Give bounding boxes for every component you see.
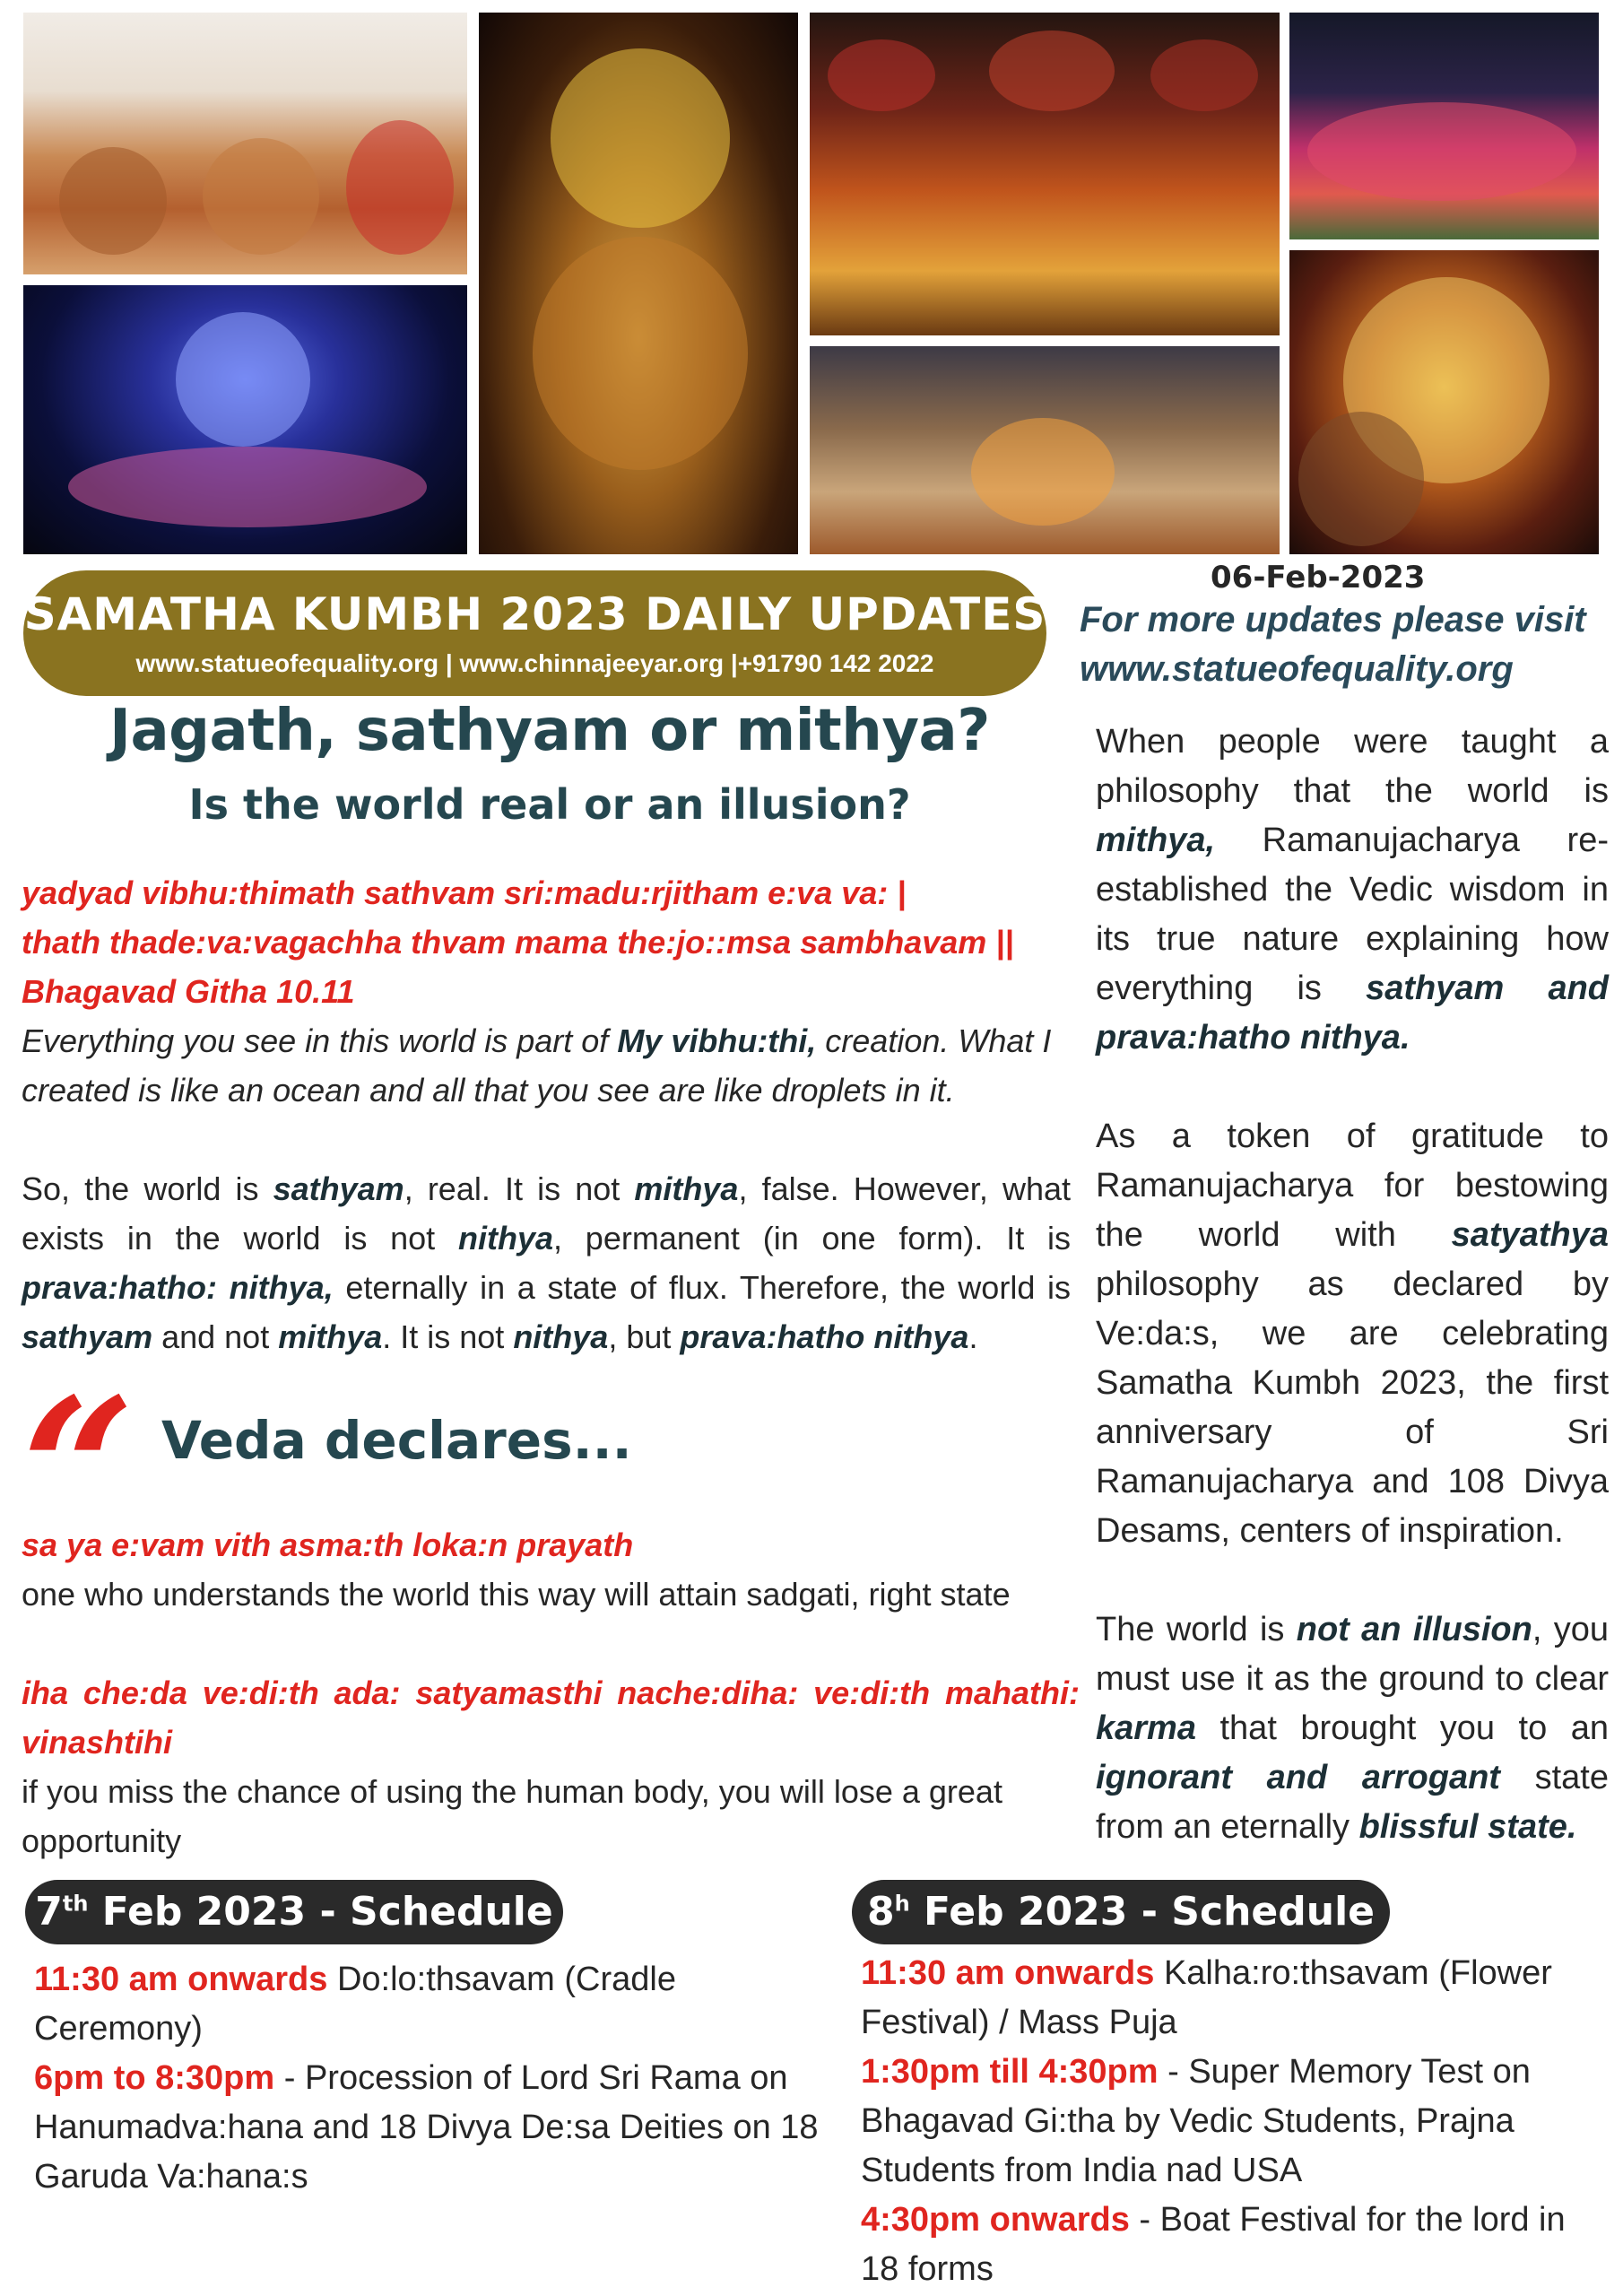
schedule-item: 11:30 am onwards Do:lo:thsavam (Cradle Ceremony)	[34, 1961, 676, 2048]
photo-homa-fire-ritual	[810, 346, 1280, 554]
shloka-line2: thath thade:va:vagachha thvam mama the:jo::msa sambhavam ||	[22, 924, 1014, 961]
veda-meaning-2: if you miss the chance of using the human body, you will lose a great opportunity	[22, 1773, 1002, 1859]
schedule-7-list	[34, 1955, 823, 2202]
quote-mark-icon: “	[22, 1354, 135, 1587]
photo-procession-umbrellas	[810, 13, 1280, 335]
right-paragraph-3: The world is not an illusion, you must use it as the ground to clear karma that brought you to an ignorant and arrogant state from an eternally blissful state.	[1096, 1611, 1609, 1846]
schedule-item: 4:30pm onwards - Boat Festival for the lord in 18 forms	[861, 2201, 1566, 2288]
shloka-explanation: Everything you see in this world is part of My vibhu:thi, creation. What I created is like an ocean and all that you see are like droplets in it.	[22, 1022, 1052, 1109]
updates-link[interactable]: www.statueofequality.org	[1080, 649, 1514, 689]
updates-line1: For more updates please visit	[1080, 600, 1586, 639]
banner-title: SAMATHA KUMBH 2023 DAILY UPDATES	[23, 588, 1046, 640]
photo-dance-performance	[23, 285, 467, 554]
world-sathyam-paragraph: So, the world is sathyam, real. It is not mithya, false. However, what exists in the world is not nithya, permanent (in one form). It is prava:hatho: nithya, eternally in a state of flux. Therefore, the world is sathyam and not mithya. It is not nithya, but prava:hatho nithya.	[22, 1170, 1071, 1355]
photo-decorated-deity	[1289, 250, 1599, 554]
veda-meaning-1: one who understands the world this way will attain sadgati, right state	[22, 1576, 1011, 1613]
page-title: Jagath, sathyam or mithya?	[109, 698, 990, 764]
header-banner	[23, 570, 1046, 696]
schedule-8-heading: 8$^h$ Feb 2023 - Schedule	[852, 1880, 1390, 1944]
schedule-item: 1:30pm till 4:30pm - Super Memory Test on Bhagavad Gi:tha by Vedic Students, Prajna Students from India nad USA	[861, 2053, 1531, 2189]
shloka-gita	[22, 868, 1080, 1016]
updates-note	[1080, 596, 1609, 694]
schedule-8-list	[861, 1949, 1605, 2294]
photo-dancers-group	[1289, 13, 1599, 239]
shloka-reference: Bhagavad Githa 10.11	[22, 973, 355, 1010]
veda-verse-1: sa ya e:vam vith asma:th loka:n prayath	[22, 1526, 634, 1563]
schedule-item: 6pm to 8:30pm - Procession of Lord Sri Rama on Hanumadva:hana and 18 Divya De:sa Deities on 18 Garuda Va:hana:s	[34, 2059, 819, 2196]
issue-date: 06-Feb-2023	[1211, 560, 1426, 596]
shloka-line1: yadyad vibhu:thimath sathvam sri:madu:rjitham e:va va: |	[22, 874, 907, 911]
photo-garuda-vahana-deity	[479, 13, 798, 554]
photo-vedic-students	[23, 13, 467, 274]
right-paragraph-1: When people were taught a philosophy that the world is mithya, Ramanujacharya re-established the Vedic wisdom in its true nature explaining how everything is sathyam and prava:hatho nithya.	[1096, 723, 1609, 1057]
veda-verse-2: iha che:da ve:di:th ada: satyamasthi nache:diha: ve:di:th mahathi: vinashtihi	[22, 1674, 1080, 1761]
page-subtitle: Is the world real or an illusion?	[188, 780, 911, 829]
right-paragraph-2: As a token of gratitude to Ramanujacharya for bestowing the world with satyathya philosophy as declared by Ve:da:s, we are celebrating Samatha Kumbh 2023, the first anniversary of Sri Ramanujacharya and 108 Divya Desams, centers of inspiration.	[1096, 1118, 1609, 1550]
banner-contact: www.statueofequality.org | www.chinnajeeyar.org |+91790 142 2022	[135, 649, 934, 677]
schedule-item: 11:30 am onwards Kalha:ro:thsavam (Flower Festival) / Mass Puja	[861, 1954, 1552, 2041]
veda-heading: Veda declares...	[161, 1410, 632, 1471]
schedule-7-heading: 7th Feb 2023 - Schedule	[25, 1880, 563, 1944]
